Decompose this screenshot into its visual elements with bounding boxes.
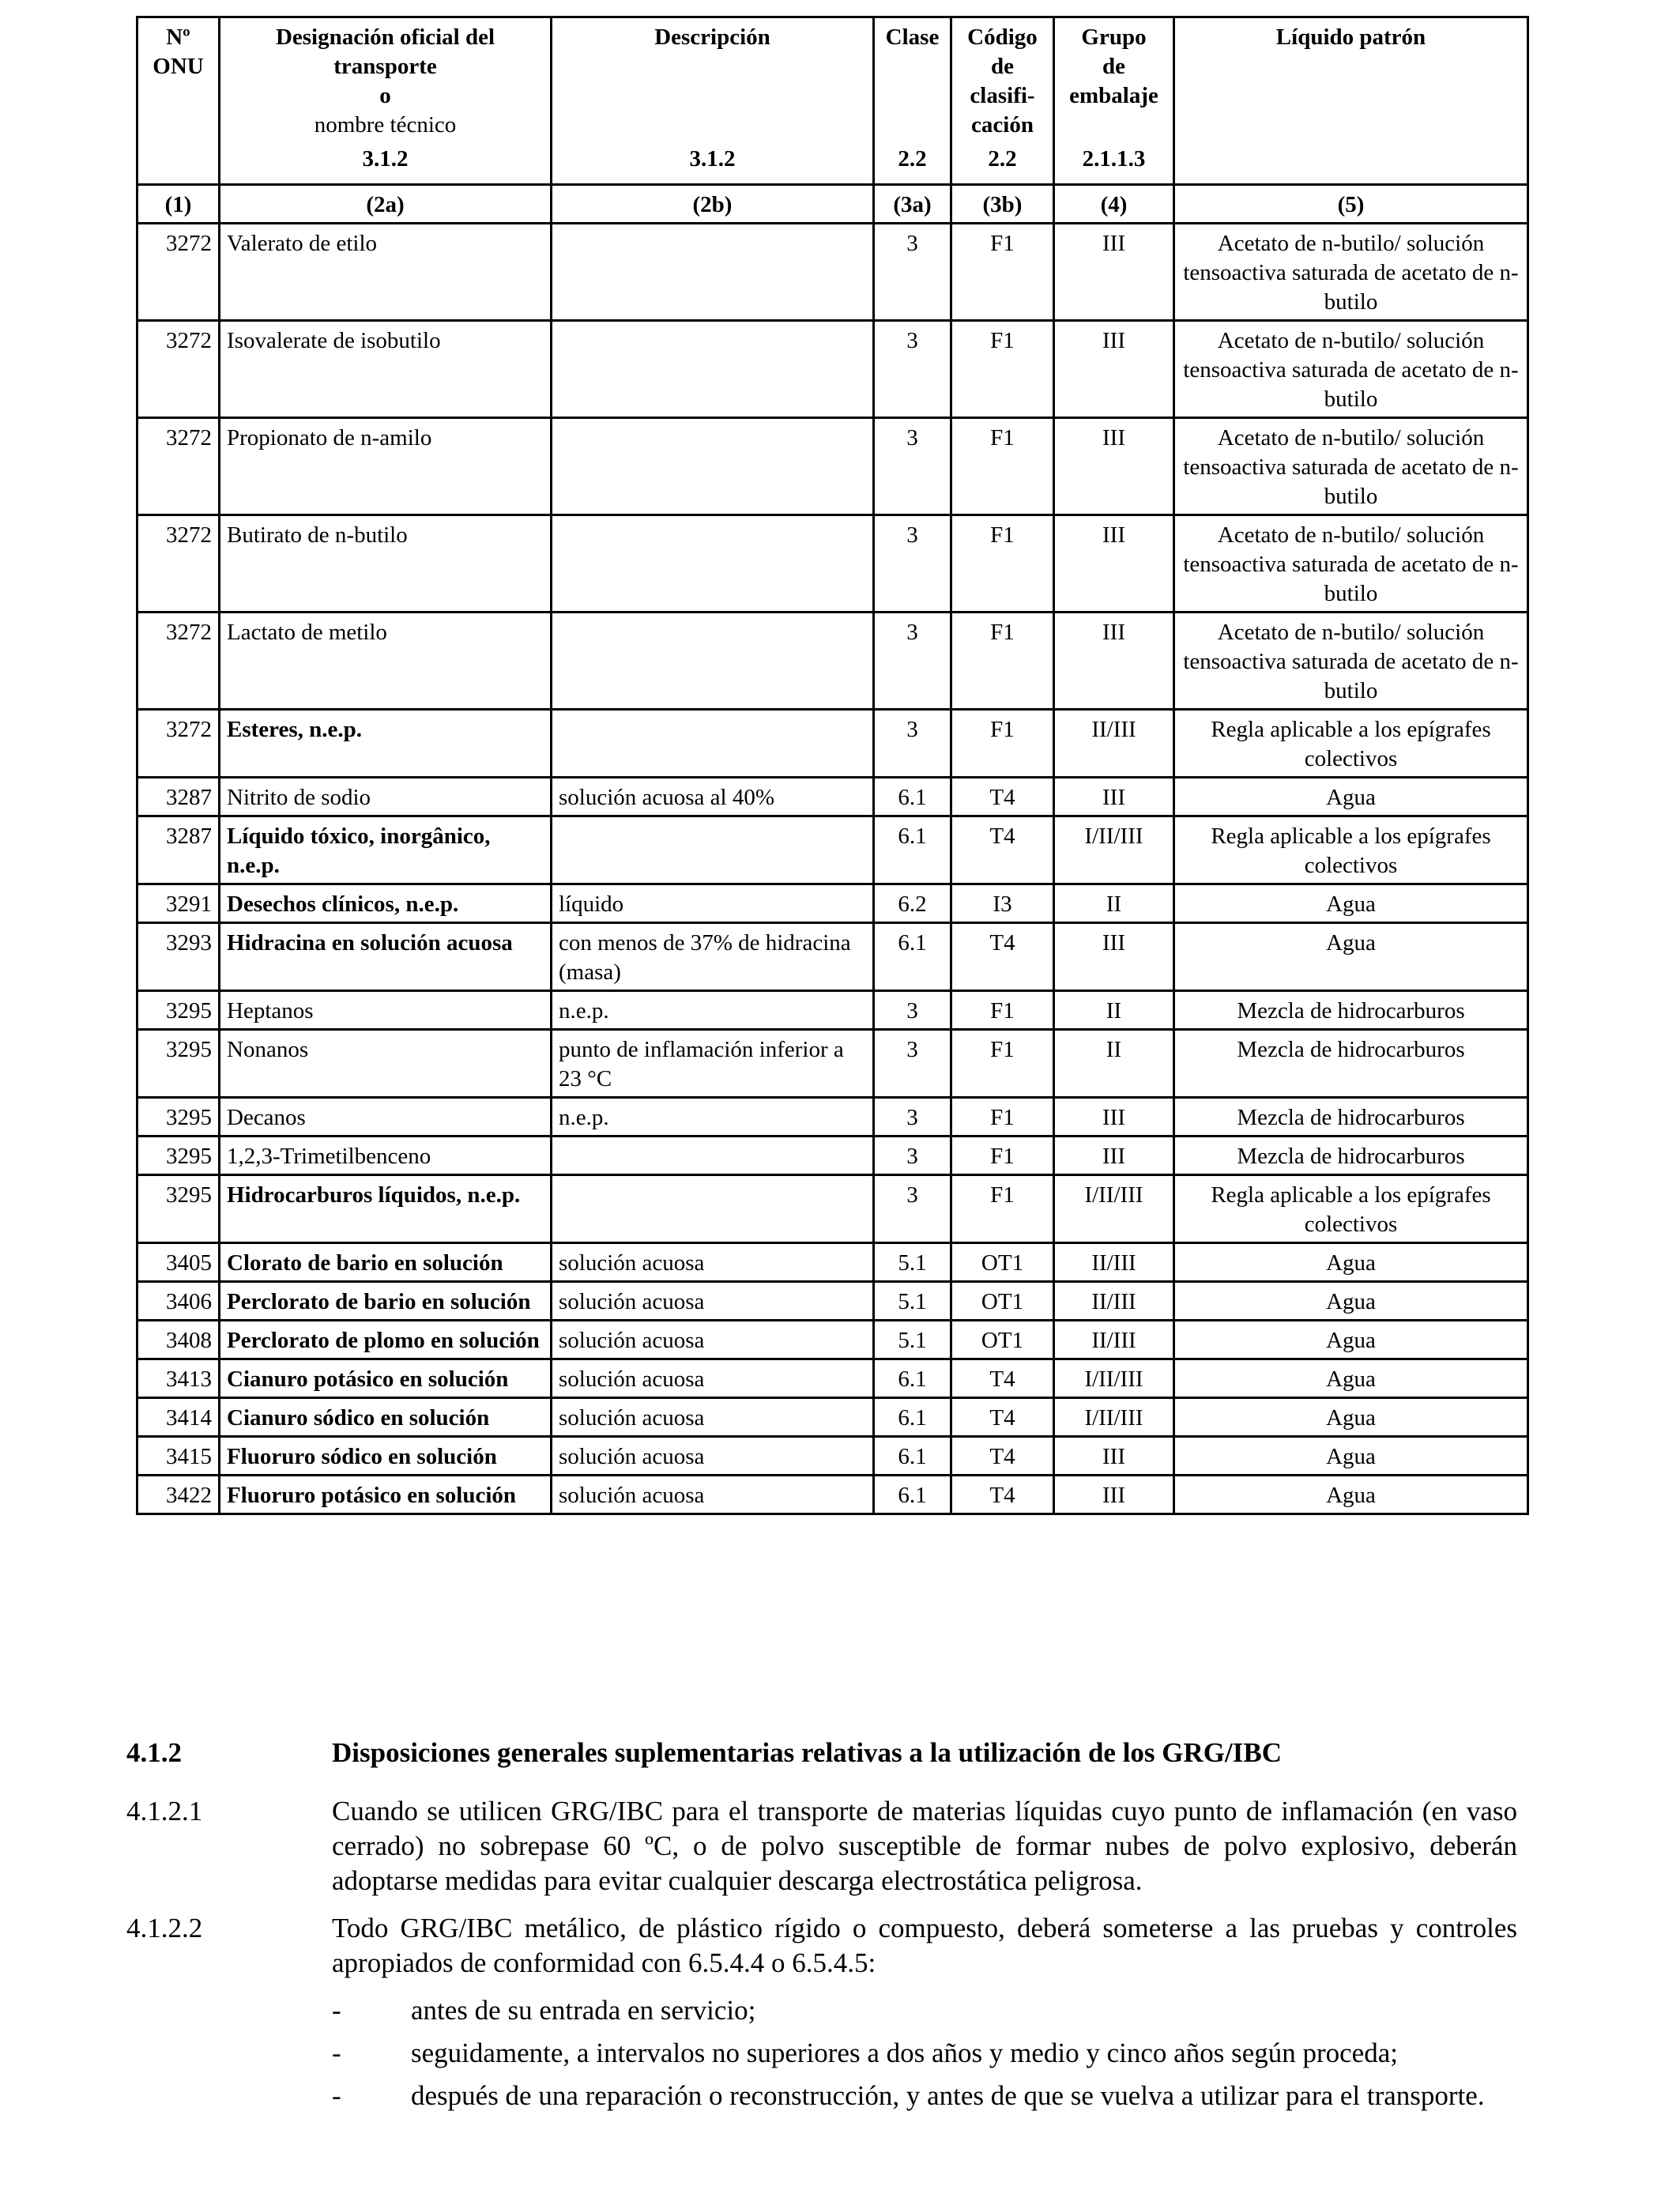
cell-liquido: Acetato de n-butilo/ solución tensoactiva saturada de acetato de n-butilo <box>1174 515 1528 613</box>
cell-description: solución acuosa <box>552 1243 874 1282</box>
cell-name: Cianuro sódico en solución <box>220 1398 552 1437</box>
cell-description <box>552 1175 874 1243</box>
cell-onu: 3295 <box>137 1137 220 1175</box>
cell-name: Decanos <box>220 1098 552 1137</box>
cell-grupo: I/II/III <box>1054 1175 1174 1243</box>
col-number: (1) <box>137 185 220 224</box>
header-codigo-line: de <box>991 54 1014 79</box>
cell-codigo: I3 <box>951 884 1054 923</box>
cell-grupo: III <box>1054 923 1174 991</box>
cell-grupo: II <box>1054 991 1174 1030</box>
paragraph-number: 4.1.2.2 <box>126 1913 203 1943</box>
table-row <box>137 1398 1528 1437</box>
cell-clase: 3 <box>874 991 951 1030</box>
cell-description: solución acuosa <box>552 1321 874 1359</box>
header-designacion <box>220 17 552 185</box>
table-row <box>137 1030 1528 1098</box>
header-clase-ref: 2.2 <box>898 146 927 172</box>
cell-codigo: F1 <box>951 224 1054 321</box>
table-row <box>137 515 1528 613</box>
cell-onu: 3295 <box>137 1175 220 1243</box>
cell-codigo: F1 <box>951 418 1054 515</box>
cell-codigo: F1 <box>951 1137 1054 1175</box>
cell-liquido: Regla aplicable a los epígrafes colectivos <box>1174 710 1528 778</box>
table-row <box>137 1243 1528 1282</box>
cell-liquido: Agua <box>1174 1243 1528 1282</box>
section-heading <box>126 1736 1517 1770</box>
header-no-onu-label: Nº ONU <box>153 25 204 79</box>
header-designacion-line: o <box>379 83 391 108</box>
cell-description: con menos de 37% de hidracina (masa) <box>552 923 874 991</box>
header-descripcion-ref: 3.1.2 <box>689 146 736 172</box>
cell-name: Fluoruro potásico en solución <box>220 1476 552 1514</box>
cell-name: Propionato de n-amilo <box>220 418 552 515</box>
cell-codigo: F1 <box>951 710 1054 778</box>
cell-codigo: T4 <box>951 1359 1054 1398</box>
cell-liquido: Regla aplicable a los epígrafes colectivos <box>1174 1175 1528 1243</box>
cell-description: punto de inflamación inferior a 23 °C <box>552 1030 874 1098</box>
col-number: (3b) <box>951 185 1054 224</box>
table-body <box>137 224 1528 1514</box>
cell-name: Clorato de bario en solución <box>220 1243 552 1282</box>
cell-name: Desechos clínicos, n.e.p. <box>220 884 552 923</box>
cell-liquido: Mezcla de hidrocarburos <box>1174 1137 1528 1175</box>
cell-liquido: Regla aplicable a los epígrafes colectivos <box>1174 816 1528 884</box>
list-item <box>332 1993 1517 2028</box>
cell-clase: 6.1 <box>874 1398 951 1437</box>
cell-clase: 5.1 <box>874 1243 951 1282</box>
cell-codigo: T4 <box>951 778 1054 816</box>
cell-codigo: F1 <box>951 613 1054 710</box>
header-designacion-line: transporte <box>333 54 437 79</box>
cell-codigo: T4 <box>951 1476 1054 1514</box>
cell-onu: 3272 <box>137 321 220 418</box>
cell-description <box>552 816 874 884</box>
cell-codigo: F1 <box>951 321 1054 418</box>
cell-codigo: T4 <box>951 1437 1054 1476</box>
header-no-onu <box>137 17 220 185</box>
cell-grupo: III <box>1054 778 1174 816</box>
cell-description <box>552 1137 874 1175</box>
cell-clase: 3 <box>874 321 951 418</box>
table-row <box>137 991 1528 1030</box>
cell-codigo: F1 <box>951 991 1054 1030</box>
header-liquido-label: Líquido patrón <box>1275 25 1426 50</box>
cell-name: Hidrocarburos líquidos, n.e.p. <box>220 1175 552 1243</box>
cell-name: Valerato de etilo <box>220 224 552 321</box>
cell-grupo: I/II/III <box>1054 1398 1174 1437</box>
cell-clase: 6.1 <box>874 923 951 991</box>
table-row <box>137 884 1528 923</box>
col-number: (2b) <box>552 185 874 224</box>
cell-clase: 3 <box>874 1137 951 1175</box>
header-codigo-ref: 2.2 <box>988 146 1017 172</box>
cell-name: Líquido tóxico, inorgânico, n.e.p. <box>220 816 552 884</box>
cell-name: 1,2,3-Trimetilbenceno <box>220 1137 552 1175</box>
cell-codigo: F1 <box>951 1175 1054 1243</box>
cell-liquido: Agua <box>1174 884 1528 923</box>
cell-grupo: I/II/III <box>1054 1359 1174 1398</box>
cell-clase: 6.1 <box>874 816 951 884</box>
cell-codigo: F1 <box>951 1098 1054 1137</box>
cell-onu: 3414 <box>137 1398 220 1437</box>
cell-grupo: III <box>1054 613 1174 710</box>
cell-onu: 3291 <box>137 884 220 923</box>
cell-grupo: III <box>1054 1437 1174 1476</box>
table-row <box>137 778 1528 816</box>
table-row <box>137 1321 1528 1359</box>
list-item-text: antes de su entrada en servicio; <box>411 1995 756 2026</box>
cell-clase: 6.1 <box>874 778 951 816</box>
col-number: (2a) <box>220 185 552 224</box>
cell-codigo: T4 <box>951 923 1054 991</box>
cell-liquido: Agua <box>1174 1476 1528 1514</box>
cell-clase: 3 <box>874 224 951 321</box>
col-number: (3a) <box>874 185 951 224</box>
cell-name: Perclorato de plomo en solución <box>220 1321 552 1359</box>
cell-description: n.e.p. <box>552 991 874 1030</box>
cell-onu: 3272 <box>137 515 220 613</box>
cell-clase: 3 <box>874 515 951 613</box>
cell-onu: 3415 <box>137 1437 220 1476</box>
cell-name: Nitrito de sodio <box>220 778 552 816</box>
cell-liquido: Acetato de n-butilo/ solución tensoactiva saturada de acetato de n-butilo <box>1174 224 1528 321</box>
cell-onu: 3295 <box>137 1030 220 1098</box>
cell-onu: 3406 <box>137 1282 220 1321</box>
cell-onu: 3272 <box>137 418 220 515</box>
paragraph-text: Cuando se utilicen GRG/IBC para el transporte de materias líquidas cuyo punto de inflamación (en vaso cerrado) no sobrepase 60 ºC, o de polvo susceptible de formar nubes de polvo explosivo, deberán adoptarse medidas para evitar cualquier descarga electrostática peligrosa. <box>332 1796 1517 1896</box>
cell-grupo: II/III <box>1054 1243 1174 1282</box>
paragraph-text: Todo GRG/IBC metálico, de plástico rígido o compuesto, deberá someterse a las pruebas y controles apropiados de conformidad con 6.5.4.4 o 6.5.4.5: <box>332 1913 1517 1978</box>
table-row <box>137 710 1528 778</box>
cell-liquido: Mezcla de hidrocarburos <box>1174 1098 1528 1137</box>
cell-liquido: Agua <box>1174 778 1528 816</box>
list-marker: - <box>332 2038 341 2068</box>
cell-description: solución acuosa <box>552 1398 874 1437</box>
cell-onu: 3422 <box>137 1476 220 1514</box>
substances-table <box>136 16 1529 1515</box>
cell-name: Fluoruro sódico en solución <box>220 1437 552 1476</box>
cell-onu: 3405 <box>137 1243 220 1282</box>
list-item <box>332 2079 1517 2113</box>
cell-codigo: F1 <box>951 1030 1054 1098</box>
cell-grupo: I/II/III <box>1054 816 1174 884</box>
cell-name: Perclorato de bario en solución <box>220 1282 552 1321</box>
cell-clase: 3 <box>874 418 951 515</box>
cell-codigo: F1 <box>951 515 1054 613</box>
cell-grupo: III <box>1054 1137 1174 1175</box>
paragraph <box>126 1794 1517 1898</box>
cell-liquido: Mezcla de hidrocarburos <box>1174 991 1528 1030</box>
header-descripcion <box>552 17 874 185</box>
cell-description: solución acuosa <box>552 1359 874 1398</box>
cell-onu: 3287 <box>137 778 220 816</box>
paragraph <box>126 1911 1517 1981</box>
cell-liquido: Agua <box>1174 923 1528 991</box>
cell-clase: 3 <box>874 1030 951 1098</box>
table-row <box>137 1137 1528 1175</box>
cell-liquido: Agua <box>1174 1321 1528 1359</box>
section-number: 4.1.2 <box>126 1737 182 1768</box>
cell-description: solución acuosa <box>552 1437 874 1476</box>
cell-clase: 6.2 <box>874 884 951 923</box>
column-number-row <box>137 185 1528 224</box>
cell-grupo: III <box>1054 418 1174 515</box>
cell-description: solución acuosa al 40% <box>552 778 874 816</box>
cell-name: Cianuro potásico en solución <box>220 1359 552 1398</box>
header-liquido <box>1174 17 1528 185</box>
header-grupo <box>1054 17 1174 185</box>
cell-clase: 3 <box>874 1098 951 1137</box>
cell-clase: 5.1 <box>874 1282 951 1321</box>
header-designacion-ref: 3.1.2 <box>362 146 409 172</box>
cell-liquido: Agua <box>1174 1359 1528 1398</box>
table-row <box>137 224 1528 321</box>
cell-codigo: OT1 <box>951 1321 1054 1359</box>
header-codigo-line: cación <box>971 112 1034 138</box>
cell-description <box>552 321 874 418</box>
cell-codigo: OT1 <box>951 1282 1054 1321</box>
cell-grupo: II/III <box>1054 710 1174 778</box>
cell-liquido: Agua <box>1174 1282 1528 1321</box>
cell-liquido: Mezcla de hidrocarburos <box>1174 1030 1528 1098</box>
header-grupo-ref: 2.1.1.3 <box>1082 146 1146 172</box>
header-clase-label: Clase <box>885 25 940 50</box>
header-designacion-line: Designación oficial del <box>275 25 495 50</box>
header-codigo <box>951 17 1054 185</box>
cell-liquido: Acetato de n-butilo/ solución tensoactiva saturada de acetato de n-butilo <box>1174 613 1528 710</box>
cell-grupo: III <box>1054 321 1174 418</box>
cell-description: solución acuosa <box>552 1282 874 1321</box>
header-grupo-line: Grupo <box>1081 25 1147 50</box>
cell-liquido: Acetato de n-butilo/ solución tensoactiva saturada de acetato de n-butilo <box>1174 321 1528 418</box>
section-title: Disposiciones generales suplementarias relativas a la utilización de los GRG/IBC <box>332 1737 1282 1768</box>
cell-clase: 3 <box>874 710 951 778</box>
header-codigo-line: clasifi- <box>970 83 1035 108</box>
list-marker: - <box>332 1995 341 2026</box>
table-row <box>137 321 1528 418</box>
col-number: (4) <box>1054 185 1174 224</box>
table-row <box>137 923 1528 991</box>
table-row <box>137 1437 1528 1476</box>
cell-grupo: II <box>1054 1030 1174 1098</box>
cell-onu: 3293 <box>137 923 220 991</box>
cell-clase: 3 <box>874 1175 951 1243</box>
cell-liquido: Agua <box>1174 1437 1528 1476</box>
cell-liquido: Acetato de n-butilo/ solución tensoactiva saturada de acetato de n-butilo <box>1174 418 1528 515</box>
cell-name: Nonanos <box>220 1030 552 1098</box>
cell-grupo: III <box>1054 224 1174 321</box>
list-item-text: seguidamente, a intervalos no superiores a dos años y medio y cinco años según proceda; <box>411 2038 1398 2068</box>
col-number: (5) <box>1174 185 1528 224</box>
table-row <box>137 816 1528 884</box>
cell-name: Hidracina en solución acuosa <box>220 923 552 991</box>
cell-grupo: II/III <box>1054 1321 1174 1359</box>
cell-grupo: II/III <box>1054 1282 1174 1321</box>
header-codigo-line: Código <box>967 25 1038 50</box>
cell-grupo: III <box>1054 1476 1174 1514</box>
cell-grupo: III <box>1054 515 1174 613</box>
header-grupo-line: de <box>1102 54 1125 79</box>
cell-name: Lactato de metilo <box>220 613 552 710</box>
cell-codigo: T4 <box>951 816 1054 884</box>
list-item-text: después de una reparación o reconstrucción, y antes de que se vuelva a utilizar para el transporte. <box>411 2080 1485 2111</box>
cell-clase: 3 <box>874 613 951 710</box>
table-row <box>137 1098 1528 1137</box>
cell-name: Isovalerate de isobutilo <box>220 321 552 418</box>
cell-description <box>552 710 874 778</box>
table-row <box>137 1476 1528 1514</box>
header-clase <box>874 17 951 185</box>
cell-description <box>552 613 874 710</box>
cell-codigo: OT1 <box>951 1243 1054 1282</box>
cell-name: Butirato de n-butilo <box>220 515 552 613</box>
header-descripcion-label: Descripción <box>654 25 770 50</box>
table-header-row <box>137 17 1528 185</box>
cell-description <box>552 224 874 321</box>
cell-name: Esteres, n.e.p. <box>220 710 552 778</box>
cell-grupo: II <box>1054 884 1174 923</box>
cell-onu: 3272 <box>137 224 220 321</box>
cell-onu: 3295 <box>137 991 220 1030</box>
cell-onu: 3287 <box>137 816 220 884</box>
cell-onu: 3408 <box>137 1321 220 1359</box>
header-grupo-line: embalaje <box>1069 83 1158 108</box>
cell-description <box>552 515 874 613</box>
cell-clase: 6.1 <box>874 1476 951 1514</box>
table-row <box>137 1282 1528 1321</box>
table-row <box>137 1175 1528 1243</box>
cell-name: Heptanos <box>220 991 552 1030</box>
section-4-1-2 <box>126 1736 1517 2113</box>
cell-onu: 3272 <box>137 710 220 778</box>
cell-description: líquido <box>552 884 874 923</box>
cell-onu: 3413 <box>137 1359 220 1398</box>
cell-description: n.e.p. <box>552 1098 874 1137</box>
table-row <box>137 1359 1528 1398</box>
paragraph-number: 4.1.2.1 <box>126 1796 203 1826</box>
cell-onu: 3272 <box>137 613 220 710</box>
table-row <box>137 418 1528 515</box>
list-item <box>332 2036 1517 2071</box>
header-designacion-line: nombre técnico <box>314 112 457 138</box>
cell-description <box>552 418 874 515</box>
cell-liquido: Agua <box>1174 1398 1528 1437</box>
cell-codigo: T4 <box>951 1398 1054 1437</box>
cell-clase: 5.1 <box>874 1321 951 1359</box>
table-row <box>137 613 1528 710</box>
cell-clase: 6.1 <box>874 1437 951 1476</box>
cell-grupo: III <box>1054 1098 1174 1137</box>
list-marker: - <box>332 2080 341 2111</box>
cell-onu: 3295 <box>137 1098 220 1137</box>
cell-clase: 6.1 <box>874 1359 951 1398</box>
cell-description: solución acuosa <box>552 1476 874 1514</box>
